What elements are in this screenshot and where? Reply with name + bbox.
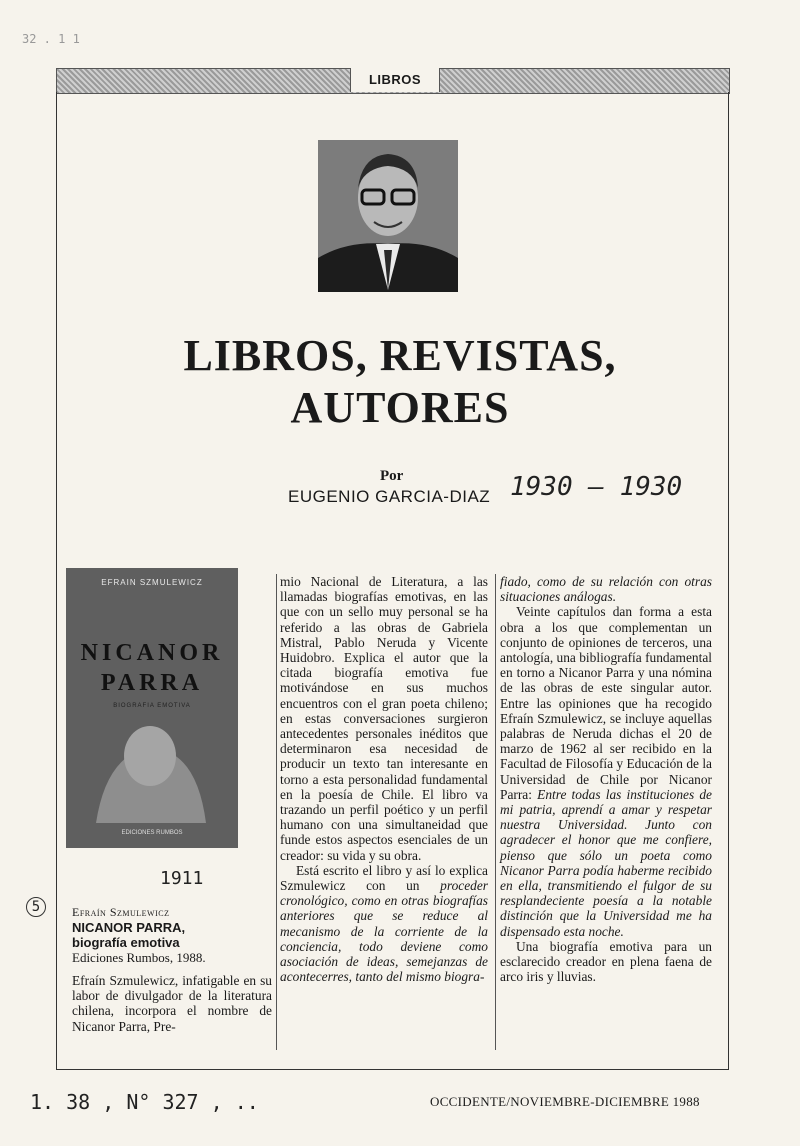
frame-right-rule — [728, 92, 729, 1070]
column-3 — [500, 574, 712, 984]
page-footer: OCCIDENTE/NOVIEMBRE-DICIEMBRE 1988 — [430, 1094, 700, 1109]
book-cover-title — [66, 638, 238, 698]
handwritten-year: 1911 — [160, 868, 204, 889]
title-line-2: AUTORES — [290, 383, 510, 432]
frame-bottom-rule — [56, 1069, 729, 1070]
author-portrait-photo — [318, 140, 458, 292]
reference-title: NICANOR PARRA, — [72, 920, 186, 935]
column-2-paragraph-2-text: Está escrito el libro y así lo explica Szmulewicz con un — [280, 862, 488, 894]
book-cover-subtitle: BIOGRAFIA EMOTIVA — [113, 703, 191, 709]
frame-left-rule — [56, 92, 57, 1070]
byline-author: EUGENIO GARCIA-DIAZ — [288, 487, 491, 506]
reference-subtitle: biografía emotiva — [72, 935, 180, 950]
book-cover-title-line-2: PARRA — [100, 670, 204, 696]
title-line-1: LIBROS, REVISTAS, — [183, 331, 617, 380]
book-cover-author: EFRAIN SZMULEWICZ — [101, 578, 203, 587]
column-2-paragraph-1: mio Nacional de Literatura, a las llamadas biografías emotivas, en las que con un sello muy personal se ha referido a las obras de Gabriela Mistral, Pablo Neruda y Vicente Huidobro. Explica el autor que la citada biografía emotiva fue motivándose en sus muchos encuentros con el gran poeta chileno; en estas conversaciones surgieron antecedentes personales inéditos que determinaron esa necesidad de producir un texto tan interesante en torno a esta personalidad fundamental en la poesía de Chile. El libro va trazando un perfil poético y un perfil humano con una simultaneidad que funde estos aspectos esenciales de un creador: su vida y su obra. — [280, 574, 488, 863]
book-cover-publisher: EDICIONES RUMBOS — [121, 830, 183, 836]
bleedthrough-left — [70, 110, 310, 132]
reference-author: Efraín Szmulewicz — [72, 905, 170, 919]
handwritten-footer-note: 1. 38 , N° 327 , .. — [30, 1090, 259, 1114]
handwritten-circled-number: 5 — [26, 897, 46, 917]
handwritten-years: 1930 – 1930 — [510, 472, 683, 502]
book-cover-image — [66, 568, 238, 848]
column-2 — [280, 574, 488, 984]
book-reference — [72, 905, 268, 965]
section-label: LIBROS — [350, 68, 440, 92]
column-divider-1 — [276, 574, 277, 1050]
book-cover-title-line-1: NICANOR — [80, 640, 224, 666]
neruda-quote: Entre todas las instituciones de mi patria, aprendí a amar y respetar nuestra Universidad. Junto con agradecer el honor que me confiere, pienso que sólo un poeta como Nicanor Parra podía haberme recibido en ella, transmitiendo el fulgor de su resplandeciente poesía a la notable distinción que la Universidad me ha dispensado esta noche. — [500, 786, 712, 939]
column-2-paragraph-2-italic: proceder cronológico, como en otras biografías anteriores que se reduce al mecanismo de la corriente de la conciencia, todo deviene como asociación de ideas, semejanzas de acontecerres, tanto del mismo biogra- — [280, 878, 488, 985]
column-1-paragraph: Efraín Szmulewicz, infatigable en su labor de divulgador de la literatura chilena, incorpora el nombre de Nicanor Parra, Pre- — [72, 973, 272, 1034]
byline-por: Por — [380, 468, 404, 484]
column-divider-2 — [495, 574, 496, 1050]
reference-edition: Ediciones Rumbos, 1988. — [72, 950, 206, 965]
column-2-paragraph-2 — [280, 863, 488, 985]
article-title — [140, 330, 660, 434]
column-3-paragraph-1: fiado, como de su relación con otras situaciones análogas. — [500, 574, 712, 605]
book-cover-portrait — [86, 718, 216, 823]
column-3-paragraph-3: Una biografía emotiva para un esclarecido creador en plena faena de arco iris y lluvias. — [500, 938, 712, 985]
column-3-paragraph-2 — [500, 604, 712, 938]
handwritten-corner-mark: 32 . 1 1 — [22, 32, 80, 46]
column-1 — [72, 973, 272, 1034]
column-3-paragraph-2-text: Veinte capítulos dan forma a esta obra a los que complementan un conjunto de opiniones de terceros, una antología, una bibliografía fundamental en torno a Nicanor Parra y una nómina de las obras de este singular autor. Entre las opiniones que ha recogido Efraín Szmulewicz, se incluye aquellas palabras de Neruda dichas el 20 de marzo de 1962 al ser recibido en la Facultad de Filosofía y Educación de la Universidad de Chile por Nicanor Parra: — [500, 604, 712, 802]
